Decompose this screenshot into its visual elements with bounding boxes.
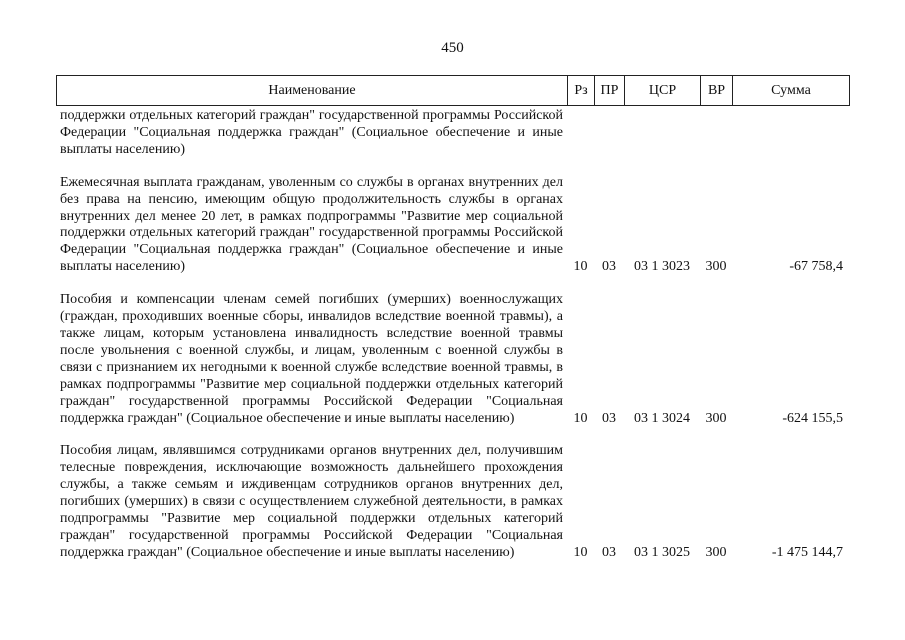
row-vr: 300 xyxy=(705,544,727,560)
header-sum: Сумма xyxy=(733,76,850,106)
row-vr: 300 xyxy=(705,259,727,275)
row-rz: 10 xyxy=(573,544,588,560)
table-row xyxy=(56,443,849,561)
row-name: Ежемесячная выплата гражданам, уволенным со службы в органах внутренних дел без права на пенсию, имеющим общую продолжительность службы в органах внутренних дел менее 20 лет, в рамках подпрограммы "Развитие мер социальной поддержки отдельных категорий граждан" государственной программы Российской Федерации "Социальная поддержка граждан" (Социальное обеспечение и иные выплаты населению) xyxy=(60,174,563,275)
table-body xyxy=(56,108,849,562)
row-rz: 10 xyxy=(573,410,588,426)
page-number: 450 xyxy=(441,40,464,56)
table-header xyxy=(56,75,850,106)
row-csr: 03 1 3023 xyxy=(634,259,690,275)
table-row xyxy=(56,292,849,427)
table-row xyxy=(56,108,849,159)
header-name: Наименование xyxy=(57,76,568,106)
header-rz: Рз xyxy=(568,76,595,106)
row-pr: 03 xyxy=(602,544,616,560)
row-name: поддержки отдельных категорий граждан" государственной программы Российской Федерации "Социальная поддержка граждан" (Социальное обеспечение и иные выплаты населению) xyxy=(60,108,563,157)
row-csr: 03 1 3024 xyxy=(634,410,690,426)
row-csr: 03 1 3025 xyxy=(634,544,690,560)
header-csr: ЦСР xyxy=(625,76,701,106)
row-name: Пособия лицам, являвшимся сотрудниками органов внутренних дел, получившим телесные повреждения, исключающие возможность дальнейшего прохождения службы, а также семьям и иждивенцам сотрудников органов внутренних дел, погибших (умерших) в связи с осуществлением служебной деятельности, в рамках подпрограммы "Развитие мер социальной поддержки отдельных категорий граждан" государственной программы Российской Федерации "Социальная поддержка граждан" (Социальное обеспечение и иные выплаты населению) xyxy=(60,443,563,560)
header-pr: ПР xyxy=(595,76,625,106)
row-vr: 300 xyxy=(705,410,727,426)
row-sum: -1 475 144,7 xyxy=(771,544,843,560)
row-pr: 03 xyxy=(602,410,616,426)
row-sum: -624 155,5 xyxy=(782,410,843,426)
table-row xyxy=(56,175,849,276)
row-pr: 03 xyxy=(602,259,616,275)
row-rz: 10 xyxy=(573,259,588,275)
row-name: Пособия и компенсации членам семей погибших (умерших) военнослужащих (граждан, проходивших военные сборы, инвалидов вследствие военной травмы), а также лицам, которым установлена инвалидность вследствие военной травмы после увольнения с военной службы, и лицам, уволенным с военной службы в связи с признанием их негодными к военной службе вследствие военной травмы, в рамках подпрограммы "Развитие мер социальной поддержки отдельных категорий граждан" государственной программы Российской Федерации "Социальная поддержка граждан" (Социальное обеспечение и иные выплаты населению) xyxy=(60,292,563,426)
row-sum: -67 758,4 xyxy=(789,259,843,275)
header-vr: ВР xyxy=(701,76,733,106)
